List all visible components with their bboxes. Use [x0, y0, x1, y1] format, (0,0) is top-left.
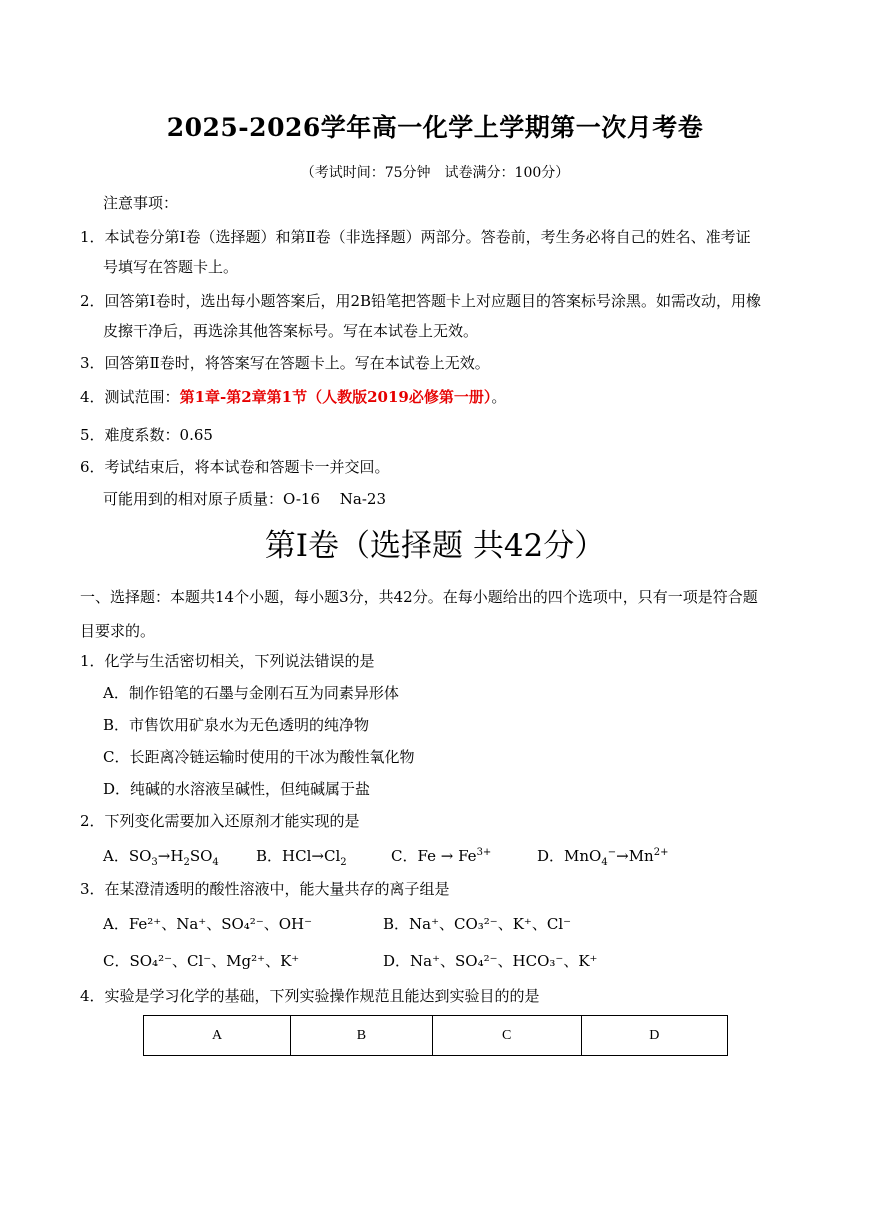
exam-subtitle: （考试时间：75分钟 试卷满分：100分）	[300, 165, 570, 181]
formula: Mn	[628, 847, 654, 865]
option-label: C．	[391, 847, 418, 865]
exam-title: 2025-2026学年高一化学上学期第一次月考卷	[166, 113, 704, 142]
superscript: −	[607, 847, 617, 858]
notice-number: 5．	[80, 426, 105, 444]
arrow-icon: →	[311, 847, 324, 865]
notice-text: 回答第Ⅱ卷时，将答案写在答题卡上。写在本试卷上无效。	[104, 354, 490, 372]
notice-2	[80, 291, 761, 311]
formula: HCl	[282, 847, 312, 865]
formula: SO	[189, 847, 213, 865]
section-intro-cont: 目要求的。	[80, 622, 156, 640]
question-3-option-a: A．Fe²⁺、Na⁺、SO₄²⁻、OH⁻	[103, 915, 313, 933]
subscript: 2	[340, 857, 347, 868]
notice-4	[80, 387, 506, 407]
question-3-option-d: D．Na⁺、SO₄²⁻、HCO₃⁻、K⁺	[383, 952, 598, 970]
question-2-option-b	[256, 846, 347, 866]
notice-1-cont: 号填写在答题卡上。	[103, 258, 239, 276]
formula: Fe	[417, 847, 436, 865]
atomic-mass-info: 可能用到的相对原子质量：O-16 Na-23	[103, 490, 386, 508]
test-scope: 第1章-第2章第1节（人教版2019必修第一册）	[179, 388, 492, 406]
formula: H	[170, 847, 184, 865]
notice-1	[80, 227, 751, 247]
question-1-option-b: B．市售饮用矿泉水为无色透明的纯净物	[103, 716, 370, 734]
question-2-option-a	[103, 846, 219, 866]
notice-text: 本试卷分第Ⅰ卷（选择题）和第Ⅱ卷（非选择题）两部分。答卷前，考生务必将自己的姓名、准考证	[104, 228, 751, 246]
notice-heading: 注意事项：	[103, 194, 179, 212]
superscript: 2+	[653, 847, 669, 858]
table-header-a: A	[144, 1016, 291, 1056]
notice-2-cont: 皮擦干净后，再选涂其他答案标号。写在本试卷上无效。	[103, 322, 479, 340]
question-2-option-d	[537, 846, 668, 866]
option-label: B．	[256, 847, 283, 865]
question-1-option-c: C．长距离冷链运输时使用的干冰为酸性氧化物	[103, 748, 415, 766]
formula: Cl	[323, 847, 341, 865]
question-2-option-c	[391, 846, 491, 866]
question-3-stem: 3．在某澄清透明的酸性溶液中，能大量共存的离子组是	[80, 880, 450, 898]
notice-number: 2．	[80, 292, 105, 310]
notice-text: 测试范围：	[104, 388, 180, 406]
notice-text: 回答第Ⅰ卷时，选出每小题答案后，用2B铅笔把答题卡上对应题目的答案标号涂黑。如需改动，用橡	[104, 292, 762, 310]
section-intro: 一、选择题：本题共14个小题，每小题3分，共42分。在每小题给出的四个选项中，只有一项是符合题	[80, 588, 758, 606]
table-header-b: B	[291, 1016, 432, 1056]
subscript: 4	[601, 857, 608, 868]
question-4-options-table	[143, 1015, 728, 1056]
notice-text: 难度系数：0.65	[104, 426, 213, 444]
arrow-icon: →	[616, 847, 629, 865]
notice-5	[80, 425, 213, 445]
subscript: 2	[183, 857, 190, 868]
notice-text: 考试结束后，将本试卷和答题卡一并交回。	[104, 458, 390, 476]
table-row	[144, 1016, 728, 1056]
question-3-option-c: C．SO₄²⁻、Cl⁻、Mg²⁺、K⁺	[103, 952, 300, 970]
notice-number: 6．	[80, 458, 105, 476]
formula: MnO	[564, 847, 602, 865]
notice-number: 3．	[80, 354, 105, 372]
option-label: A．	[103, 847, 129, 865]
notice-3	[80, 353, 490, 373]
section-title: 第Ⅰ卷（选择题 共42分）	[264, 528, 606, 564]
subscript: 3	[151, 857, 158, 868]
table-header-c: C	[432, 1016, 581, 1056]
notice-suffix: 。	[491, 388, 507, 406]
question-2-stem: 2．下列变化需要加入还原剂才能实现的是	[80, 812, 360, 830]
option-label: D．	[537, 847, 565, 865]
notice-number: 4．	[80, 388, 105, 406]
question-1-option-d: D．纯碱的水溶液呈碱性，但纯碱属于盐	[103, 780, 371, 798]
question-1-stem: 1．化学与生活密切相关，下列说法错误的是	[80, 652, 375, 670]
notice-6	[80, 457, 390, 477]
arrow-icon: →	[440, 847, 454, 865]
notice-number: 1．	[80, 228, 105, 246]
formula: Fe	[458, 847, 477, 865]
table-header-d: D	[581, 1016, 727, 1056]
superscript: 3+	[476, 847, 492, 858]
question-1-option-a: A．制作铅笔的石墨与金刚石互为同素异形体	[103, 684, 399, 702]
subscript: 4	[212, 857, 219, 868]
question-4-stem: 4．实验是学习化学的基础，下列实验操作规范且能达到实验目的的是	[80, 987, 540, 1005]
formula: SO	[128, 847, 152, 865]
question-3-option-b: B．Na⁺、CO₃²⁻、K⁺、Cl⁻	[383, 915, 572, 933]
arrow-icon: →	[157, 847, 171, 865]
